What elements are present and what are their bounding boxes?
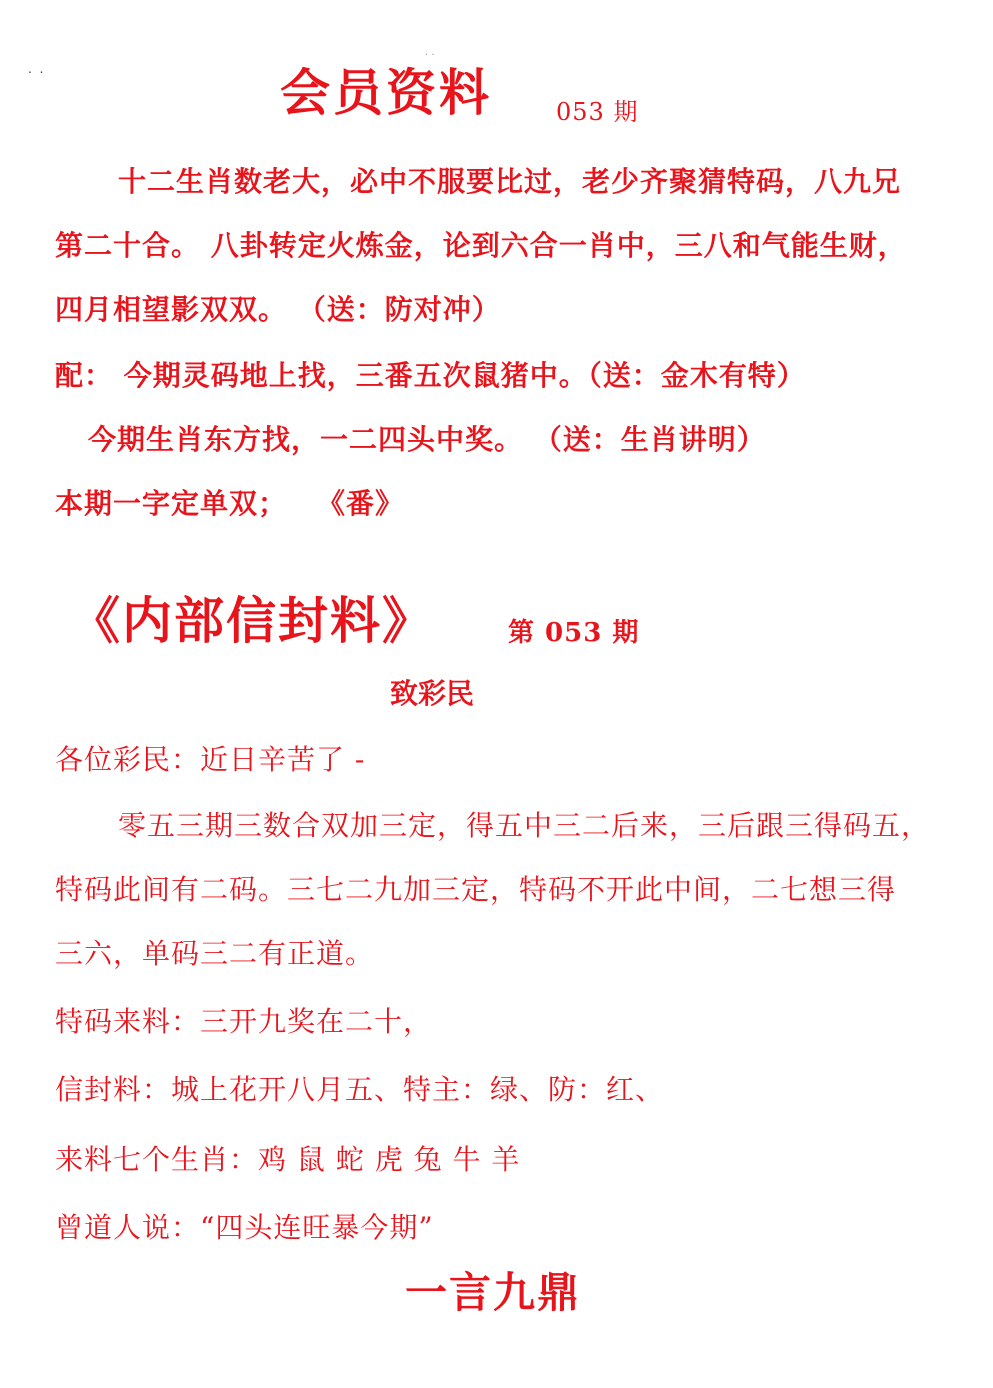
envelope-line: 信封料：城上花开八月五、特主：绿、防：红、 <box>55 1073 665 1106</box>
footer-slogan: 一言九鼎 <box>405 1268 582 1317</box>
member-line: 今期生肖东方找，一二四头中奖。 （送：生肖讲明） <box>88 423 766 456</box>
envelope-line: 零五三期三数合双加三定，得五中三二后来，三后跟三得码五， <box>118 809 931 842</box>
envelope-line: 特码此间有二码。三七二九加三定，特码不开此中间，二七想三得 <box>55 873 897 906</box>
member-line: 第二十合。 八卦转定火炼金，论到六合一肖中，三八和气能生财， <box>55 229 907 262</box>
envelope-line: 特码来料：三开九奖在二十， <box>55 1005 433 1038</box>
scan-dots: . . <box>28 62 46 76</box>
member-issue: 053 期 <box>556 98 639 126</box>
member-line: 配： 今期灵码地上找，三番五次鼠猪中。（送：金木有特） <box>55 359 806 392</box>
envelope-line: 曾道人说：“四头连旺暴今期” <box>55 1211 434 1244</box>
envelope-subtitle: 致彩民 <box>390 677 475 710</box>
member-line: 四月相望影双双。 （送：防对冲） <box>55 293 501 326</box>
member-line: 十二生肖数老大，必中不服要比过，老少齐聚猜特码，八九兄 <box>118 165 902 198</box>
envelope-line: 三六，单码三二有正道。 <box>55 937 375 970</box>
envelope-issue: 第 053 期 <box>508 618 640 648</box>
envelope-line: 各位彩民：近日辛苦了 - <box>55 743 366 776</box>
scan-dots: · · <box>425 50 435 61</box>
member-title: 会员资料 <box>280 63 492 122</box>
member-line: 本期一字定单双； 《番》 <box>55 487 405 520</box>
envelope-title: 《内部信封料》 <box>70 591 434 650</box>
envelope-line: 来料七个生肖：鸡 鼠 蛇 虎 兔 牛 羊 <box>55 1143 521 1176</box>
